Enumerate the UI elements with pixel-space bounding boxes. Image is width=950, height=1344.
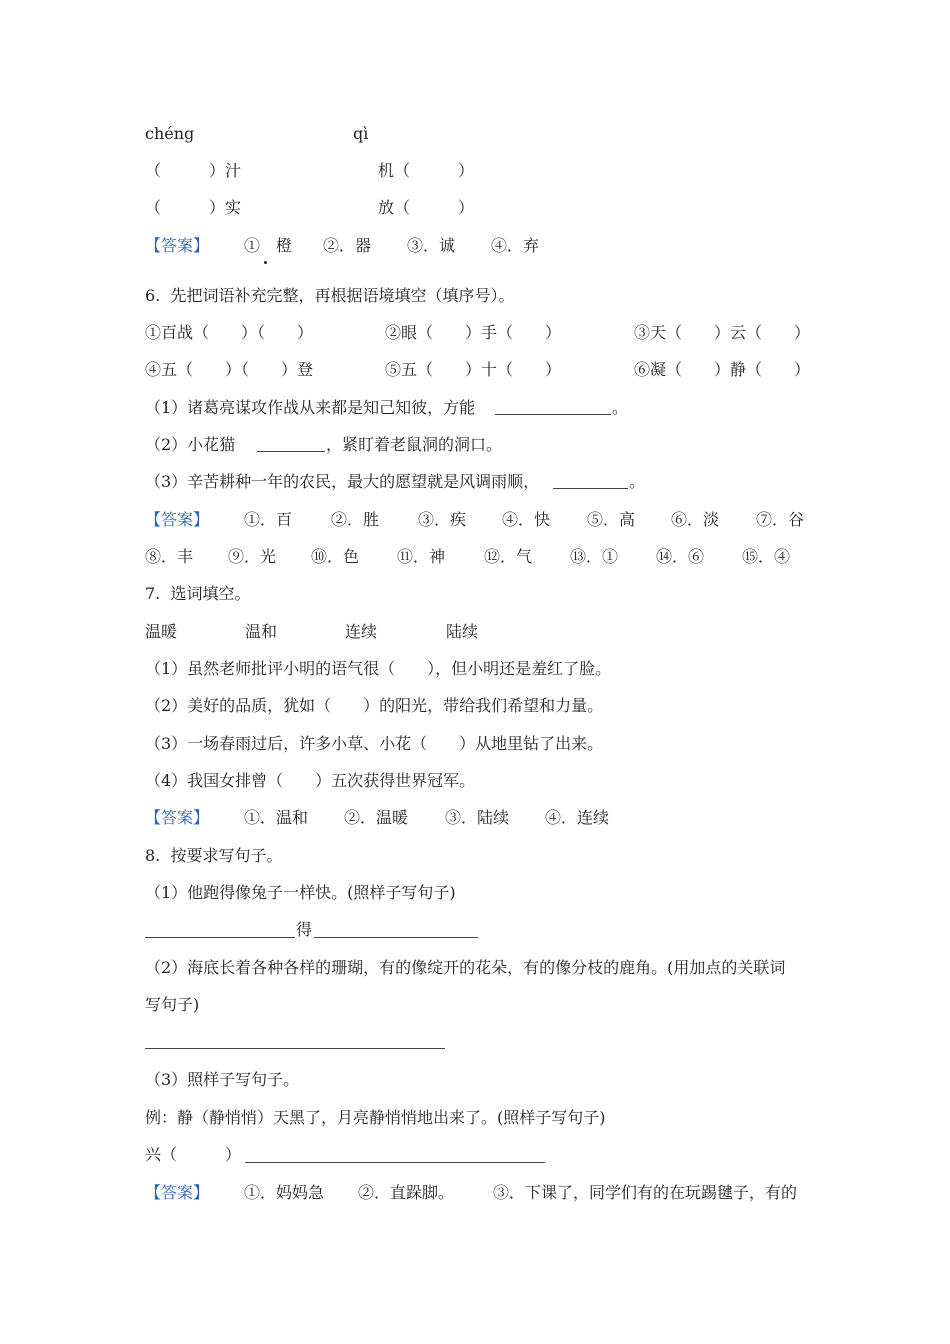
fill-blank[interactable] (145, 1048, 445, 1049)
q6-sentence-3: （3）辛苦耕种一年的农民，最大的愿望就是风调雨顺， (145, 472, 540, 491)
q6-idiom-2: ②眼（ ）手（ ） (385, 323, 562, 342)
q7-sentence-2: （2）美好的品质，犹如（ ）的阳光，带给我们希望和力量。 (145, 696, 604, 715)
answer-item: ⑧．丰 (145, 547, 194, 566)
fill-blank[interactable] (314, 937, 478, 938)
answer-item: ②．器 (323, 236, 372, 255)
answer-item: ②．温暖 (344, 808, 409, 827)
q6-sentence-2-end: ，紧盯着老鼠洞的洞口。 (326, 435, 503, 454)
answer-item: ⑨．光 (228, 547, 277, 566)
q8-xing: 兴（ ） (145, 1145, 242, 1164)
answer-item: ⑩．色 (311, 547, 360, 566)
q5-row2-left: （ ）实 (145, 198, 242, 217)
answer-item: ①．妈妈急 (244, 1183, 325, 1202)
answer-item: ①．百 (244, 510, 293, 529)
answer-tag: 【答案】 (145, 510, 210, 529)
answer-item: ⑬．① (570, 547, 619, 566)
answer-item: ④．连续 (545, 808, 610, 827)
q8-sentence-3: （3）照样子写句子。 (145, 1070, 300, 1089)
q5-row1-left: （ ）汁 (145, 161, 242, 180)
answer-item: ④．快 (502, 510, 551, 529)
fill-blank[interactable] (553, 488, 628, 489)
q7-sentence-1: （1）虽然老师批评小明的语气很（ ），但小明还是羞红了脸。 (145, 659, 612, 678)
pinyin-qi: qì (353, 124, 369, 143)
answer-item: ②．胜 (331, 510, 380, 529)
answer-tag: 【答案】 (145, 1183, 210, 1202)
answer-item: ③．下课了，同学们有的在玩踢毽子，有的 (493, 1183, 798, 1202)
answer-item: ③．疾 (418, 510, 467, 529)
q6-idiom-5: ⑤五（ ）十（ ） (385, 360, 562, 379)
q6-idiom-3: ③天（ ）云（ ） (634, 323, 811, 342)
q6-sentence-3-end: 。 (629, 472, 646, 491)
answer-item: ⑮．④ (742, 547, 791, 566)
fill-blank[interactable] (245, 1162, 545, 1163)
word-option: 温暖 (145, 622, 178, 641)
q8-de-char: 得 (296, 920, 313, 939)
answer-tag: 【答案】 (145, 808, 210, 827)
q8-sentence-2: （2）海底长着各种各样的珊瑚，有的像绽开的花朵，有的像分枝的鹿角。(用加点的关联词 (145, 958, 786, 977)
q6-idiom-4: ④五（ ）（ ）登 (145, 360, 314, 379)
q5-row2-right: 放（ ） (378, 198, 475, 217)
word-option: 陆续 (446, 622, 479, 641)
pinyin-cheng: chéng (145, 124, 195, 143)
answer-item: ④．弃 (491, 236, 540, 255)
q8-sentence-2-cont: 写句子) (145, 995, 200, 1014)
answer-item: ①．温和 (244, 808, 309, 827)
answer-item: ⑥．淡 (671, 510, 720, 529)
answer-item: ③．诚 (407, 236, 456, 255)
answer-item: ③．陆续 (445, 808, 510, 827)
answer-item: ⑫．气 (484, 547, 533, 566)
answer-item: ②．直跺脚。 (358, 1183, 455, 1202)
q6-title: 6. 先把词语补充完整，再根据语境填空（填序号）。 (145, 286, 515, 305)
q6-sentence-2: （2）小花猫 (145, 435, 236, 454)
q5-row1-right: 机（ ） (378, 161, 475, 180)
answer-item: ⑭．⑥ (656, 547, 705, 566)
q8-sentence-1: （1）他跑得像兔子一样快。(照样子写句子) (145, 883, 456, 902)
answer-item: ① 橙 (244, 236, 293, 255)
q6-sentence-1-end: 。 (612, 398, 629, 417)
answer-item: ⑪．神 (397, 547, 446, 566)
fill-blank[interactable] (257, 451, 325, 452)
answer-tag: 【答案】 (145, 236, 210, 255)
q7-title: 7. 选词填空。 (145, 584, 251, 603)
q7-sentence-3: （3）一场春雨过后，许多小草、小花（ ）从地里钻了出来。 (145, 734, 604, 753)
q6-idiom-1: ①百战（ ）（ ） (145, 323, 314, 342)
word-option: 连续 (345, 622, 378, 641)
fill-blank[interactable] (145, 937, 295, 938)
answer-item: ⑦．谷 (756, 510, 805, 529)
emphasis-dot (264, 261, 267, 264)
q6-idiom-6: ⑥凝（ ）静（ ） (634, 360, 811, 379)
word-option: 温和 (245, 622, 278, 641)
q8-title: 8. 按要求写句子。 (145, 846, 283, 865)
q7-sentence-4: （4）我国女排曾（ ）五次获得世界冠军。 (145, 771, 476, 790)
answer-item: ⑤．高 (587, 510, 636, 529)
fill-blank[interactable] (495, 414, 611, 415)
q6-sentence-1: （1）诸葛亮谋攻作战从来都是知己知彼，方能 (145, 398, 476, 417)
q8-example: 例：静（静悄悄）天黑了，月亮静悄悄地出来了。(照样子写句子) (145, 1108, 606, 1127)
